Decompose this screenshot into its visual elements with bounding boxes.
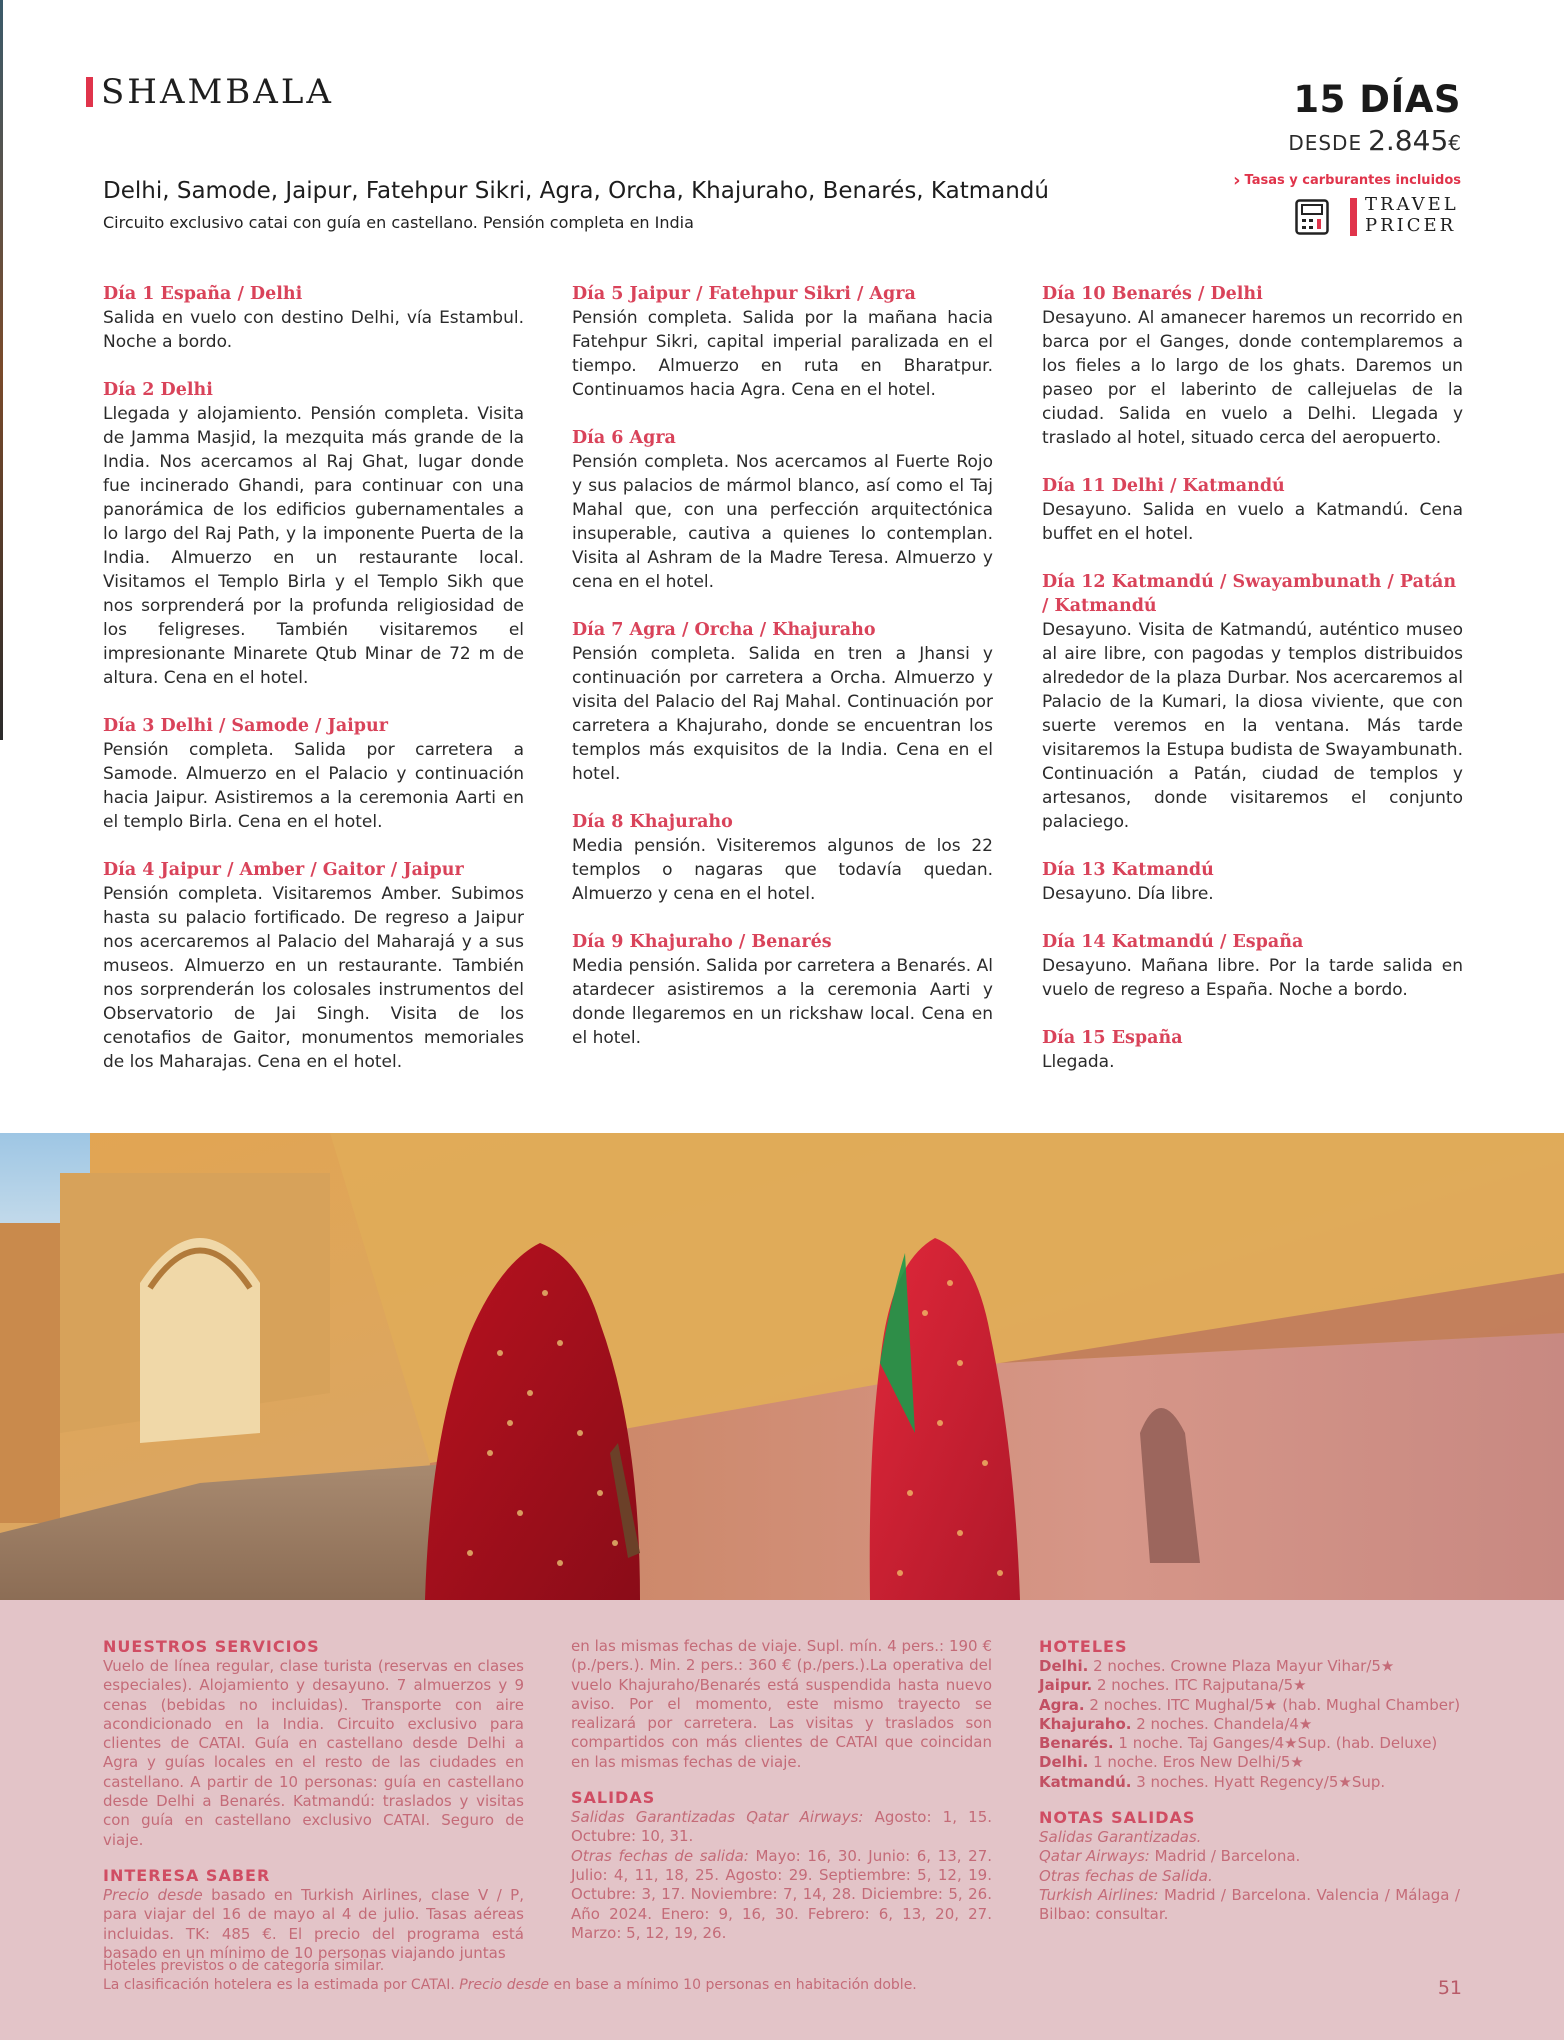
- day-text: Desayuno. Al amanecer haremos un recorrido en barca por el Ganges, donde contemplaremos a los fieles a lo largo de los ghats. Daremos un paseo por el laberinto de callejuelas de la ciudad. Salida en vuelo a Delhi. Llegada y traslado al hotel, situado cerca del aeropuerto.: [1042, 308, 1463, 448]
- brand-accent-bar: [86, 77, 93, 107]
- interesa-continued: en las mismas fechas de viaje. Supl. mín. 4 pers.: 190 € (p./pers.). Min. 2 pers.: 360 € (p./pers.).La operativa del vuelo Khajuraho/Benarés está suspendida hasta nuevo aviso. Por el momento, este mismo trayecto se realizará por carretera. Las visitas y traslados son compartidos con más clientes de CATAI que coincidan en las mismas fechas de viaje.: [571, 1637, 992, 1771]
- day-title: Día 15 España: [1042, 1028, 1183, 1048]
- day-text: Media pensión. Salida por carretera a Benarés. Al atardecer asistiremos a la ceremonia Aarti y donde llegaremos en un rickshaw local. Cena en el hotel.: [572, 956, 993, 1048]
- itinerary-day: [103, 858, 524, 1074]
- itinerary-day: [1042, 858, 1463, 906]
- itinerary-day: [103, 378, 524, 690]
- brand-name: SHAMBALA: [101, 72, 334, 112]
- interesa-heading: INTERESA SABER: [103, 1865, 271, 1885]
- price-amount: 2.845: [1368, 124, 1449, 157]
- price-box: [1233, 78, 1461, 191]
- itinerary-column-2: [572, 282, 993, 1074]
- interesa-text: Precio desde basado en Turkish Airlines, clase V / P, para viajar del 16 de mayo al 4 de julio. Tasas aéreas incluidas. TK: 485 €. El precio del programa está basado en un mínimo de 10 personas viajando juntas: [103, 1885, 524, 1962]
- day-title: Día 4 Jaipur / Amber / Gaitor / Jaipur: [103, 860, 464, 880]
- itinerary-day: [572, 810, 993, 906]
- price-currency: €: [1448, 131, 1461, 155]
- day-text: Desayuno. Día libre.: [1042, 884, 1214, 904]
- day-text: Llegada.: [1042, 1052, 1115, 1072]
- chevron-right-icon: ›: [1233, 170, 1241, 191]
- day-title: Día 6 Agra: [572, 428, 676, 448]
- day-title: Día 7 Agra / Orcha / Khajuraho: [572, 620, 876, 640]
- day-title: Día 12 Katmandú / Swayambunath / Patán / Katmandú: [1042, 572, 1457, 616]
- day-title: Día 2 Delhi: [103, 380, 213, 400]
- itinerary-column-3: [1042, 282, 1463, 1098]
- day-text: Pensión completa. Salida por la mañana hacia Fatehpur Sikri, capital imperial paralizada en el tiempo. Almuerzo en ruta en Bharatpur. Continuamos hacia Agra. Cena en el hotel.: [572, 308, 993, 400]
- brand-header: [86, 74, 334, 110]
- salidas-qatar: Salidas Garantizadas Qatar Airways: Agosto: 1, 15. Octubre: 10, 31.: [571, 1808, 993, 1846]
- notas-line: Qatar Airways: Madrid / Barcelona.: [1039, 1847, 1301, 1866]
- day-title: Día 11 Delhi / Katmandú: [1042, 476, 1285, 496]
- hotel-item: Benarés. 1 noche. Taj Ganges/4★Sup. (hab. Deluxe): [1039, 1734, 1438, 1753]
- page-number: 51: [1437, 1977, 1462, 1999]
- itinerary-column-1: [103, 282, 524, 1098]
- day-title: Día 13 Katmandú: [1042, 860, 1214, 880]
- notas-line: Turkish Airlines: Madrid / Barcelona. Valencia / Málaga / Bilbao: consultar.: [1039, 1885, 1460, 1924]
- footer-notes: Hoteles previstos o de categoría similar. La clasificación hotelera es la estimada por CATAI. Precio desde en base a mínimo 10 personas en habitación doble.: [103, 1958, 917, 1993]
- day-text: Media pensión. Visiteremos algunos de los 22 templos o nagaras que todavía quedan. Almuerzo y cena en el hotel.: [572, 836, 993, 904]
- day-text: Desayuno. Visita de Katmandú, auténtico museo al aire libre, con pagodas y templos distribuidos alrededor de la plaza Durbar. Nos acercaremos al Palacio de la Kumari, la diosa viviente, que con suerte veremos en la ventana. Más tarde visitaremos la Estupa budista de Swayambunath. Continuación a Patán, ciudad de templos y artesanos, donde visitaremos el conjunto palaciego.: [1042, 620, 1463, 832]
- itinerary-day: [103, 282, 524, 354]
- amber-fort-photo: [0, 1133, 1564, 1600]
- day-title: Día 5 Jaipur / Fatehpur Sikri / Agra: [572, 284, 916, 304]
- day-text: Llegada y alojamiento. Pensión completa. Visita de Jamma Masjid, la mezquita más grande de la India. Nos acercamos al Raj Ghat, lugar donde fue incinerado Ghandi, para continuar con una panorámica de los edificios gubernamentales a lo largo del Raj Path, y la imponente Puerta de la India. Almuerzo en un restaurante local. Visitamos el Templo Birla y el Templo Sikh que nos sorprenderá por la profunda religiosidad de los feligreses. También visitaremos el impresionante Minarete Qtub Minar de 72 m de altura. Cena en el hotel.: [103, 404, 524, 688]
- notas-line: Otras fechas de Salida.: [1039, 1866, 1213, 1885]
- hotel-item: Khajuraho. 2 noches. Chandela/4★: [1039, 1714, 1313, 1733]
- itinerary-day: [1042, 1026, 1463, 1074]
- day-text: Pensión completa. Visitaremos Amber. Subimos hasta su palacio fortificado. De regreso a Jaipur nos acercaremos al Palacio del Maharajá y a sus museos. Almuerzo en un restaurante. También nos sorprenderán los colosales instrumentos del Observatorio de Jai Singh. Visita de los cenotafios de Gaitor, monumentos memoriales de los Maharajas. Cena en el hotel.: [103, 884, 524, 1072]
- day-title: Día 10 Benarés / Delhi: [1042, 284, 1263, 304]
- logo-text: TRAVEL PRICER: [1365, 194, 1459, 236]
- day-title: Día 8 Khajuraho: [572, 812, 733, 832]
- itinerary-day: [572, 282, 993, 402]
- day-title: Día 1 España / Delhi: [103, 284, 303, 304]
- hoteles-heading: HOTELES: [1039, 1637, 1128, 1656]
- day-text: Desayuno. Salida en vuelo a Katmandú. Cena buffet en el hotel.: [1042, 500, 1463, 544]
- info-panel: [0, 1600, 1564, 2040]
- salidas-otras: Otras fechas de salida: Mayo: 16, 30. Junio: 6, 13, 27. Julio: 4, 11, 18, 25. Agosto: 29. Septiembre: 5, 12, 19. Octubre: 3, 17. Noviembre: 7, 14, 28. Diciembre: 5, 26. Año 2024. Enero: 9, 16, 30. Febrero: 6, 13, 20, 27. Marzo: 5, 12, 19, 26.: [571, 1846, 993, 1942]
- itinerary-day: [1042, 474, 1463, 546]
- itinerary-day: [103, 714, 524, 834]
- hotel-item: Jaipur. 2 noches. ITC Rajputana/5★: [1039, 1676, 1307, 1695]
- hotel-item: Delhi. 1 noche. Eros New Delhi/5★: [1039, 1753, 1304, 1772]
- day-text: Salida en vuelo con destino Delhi, vía Estambul. Noche a bordo.: [103, 308, 524, 352]
- itinerary-day: [572, 618, 993, 786]
- notas-heading: NOTAS SALIDAS: [1039, 1808, 1196, 1828]
- info-column-2: [571, 1637, 992, 1943]
- trip-duration: 15 DÍAS: [1293, 78, 1461, 121]
- servicios-heading: NUESTROS SERVICIOS: [103, 1637, 320, 1656]
- day-title: Día 9 Khajuraho / Benarés: [572, 932, 832, 952]
- travel-pricer-logo: [1295, 194, 1461, 238]
- route-subtitle: Circuito exclusivo catai con guía en castellano. Pensión completa en India: [103, 213, 694, 232]
- itinerary-day: [572, 930, 993, 1050]
- itinerary-day: [1042, 570, 1463, 834]
- day-text: Pensión completa. Salida por carretera a Samode. Almuerzo en el Palacio y continuación hacia Jaipur. Asistiremos a la ceremonia Aarti en el templo Birla. Cena en el hotel.: [103, 740, 524, 832]
- itinerary-day: [1042, 930, 1463, 1002]
- day-text: Pensión completa. Salida en tren a Jhansi y continuación por carretera a Orcha. Almuerzo y visita del Palacio del Raj Mahal. Continuación por carretera a Khajuraho, donde se encuentran los templos más exquisitos de la India. Cena en el hotel.: [572, 644, 993, 784]
- hotel-item: Delhi. 2 noches. Crowne Plaza Mayur Vihar/5★: [1039, 1657, 1395, 1675]
- day-text: Pensión completa. Nos acercamos al Fuerte Rojo y sus palacios de mármol blanco, así como el Taj Mahal que, con una perfección arquitectónica insuperable, cautiva a quienes lo contemplan. Visita al Ashram de la Madre Teresa. Almuerzo y cena en el hotel.: [572, 452, 993, 592]
- notas-line: Salidas Garantizadas.: [1039, 1828, 1202, 1847]
- hotel-item: Agra. 2 noches. ITC Mughal/5★ (hab. Mughal Chamber): [1039, 1695, 1461, 1714]
- day-text: Desayuno. Mañana libre. Por la tarde salida en vuelo de regreso a España. Noche a bordo.: [1042, 956, 1463, 1000]
- page-edge-strip: [0, 0, 3, 740]
- info-column-3: [1039, 1637, 1460, 1925]
- calculator-icon: [1295, 199, 1329, 235]
- itinerary-day: [1042, 282, 1463, 450]
- itinerary-day: [572, 426, 993, 594]
- logo-accent-bar: [1350, 198, 1357, 236]
- taxes-note: › Tasas y carburantes incluidos: [1233, 170, 1461, 191]
- price-line: [1233, 124, 1461, 162]
- hotel-item: Katmandú. 3 noches. Hyatt Regency/5★Sup.: [1039, 1772, 1386, 1791]
- info-column-1: [103, 1637, 524, 1963]
- day-title: Día 14 Katmandú / España: [1042, 932, 1304, 952]
- servicios-text: Vuelo de línea regular, clase turista (reservas en clases especiales). Alojamiento y desayuno. 7 almuerzos y 9 cenas (bebidas no incluidas). Transporte con aire acondicionado en la India. Circuito exclusivo para clientes de CATAI. Guía en castellano desde Delhi a Agra y guías locales en el resto de las ciudades en castellano. A partir de 10 personas: guía en castellano desde Delhi a Benarés. Katmandú: traslados y visitas con guía en castellano exclusivo CATAI. Seguro de viaje.: [103, 1657, 524, 1849]
- route-title: Delhi, Samode, Jaipur, Fatehpur Sikri, Agra, Orcha, Khajuraho, Benarés, Katmandú: [103, 178, 1049, 204]
- desde-label: DESDE: [1288, 131, 1363, 155]
- salidas-heading: SALIDAS: [571, 1788, 656, 1808]
- day-title: Día 3 Delhi / Samode / Jaipur: [103, 716, 388, 736]
